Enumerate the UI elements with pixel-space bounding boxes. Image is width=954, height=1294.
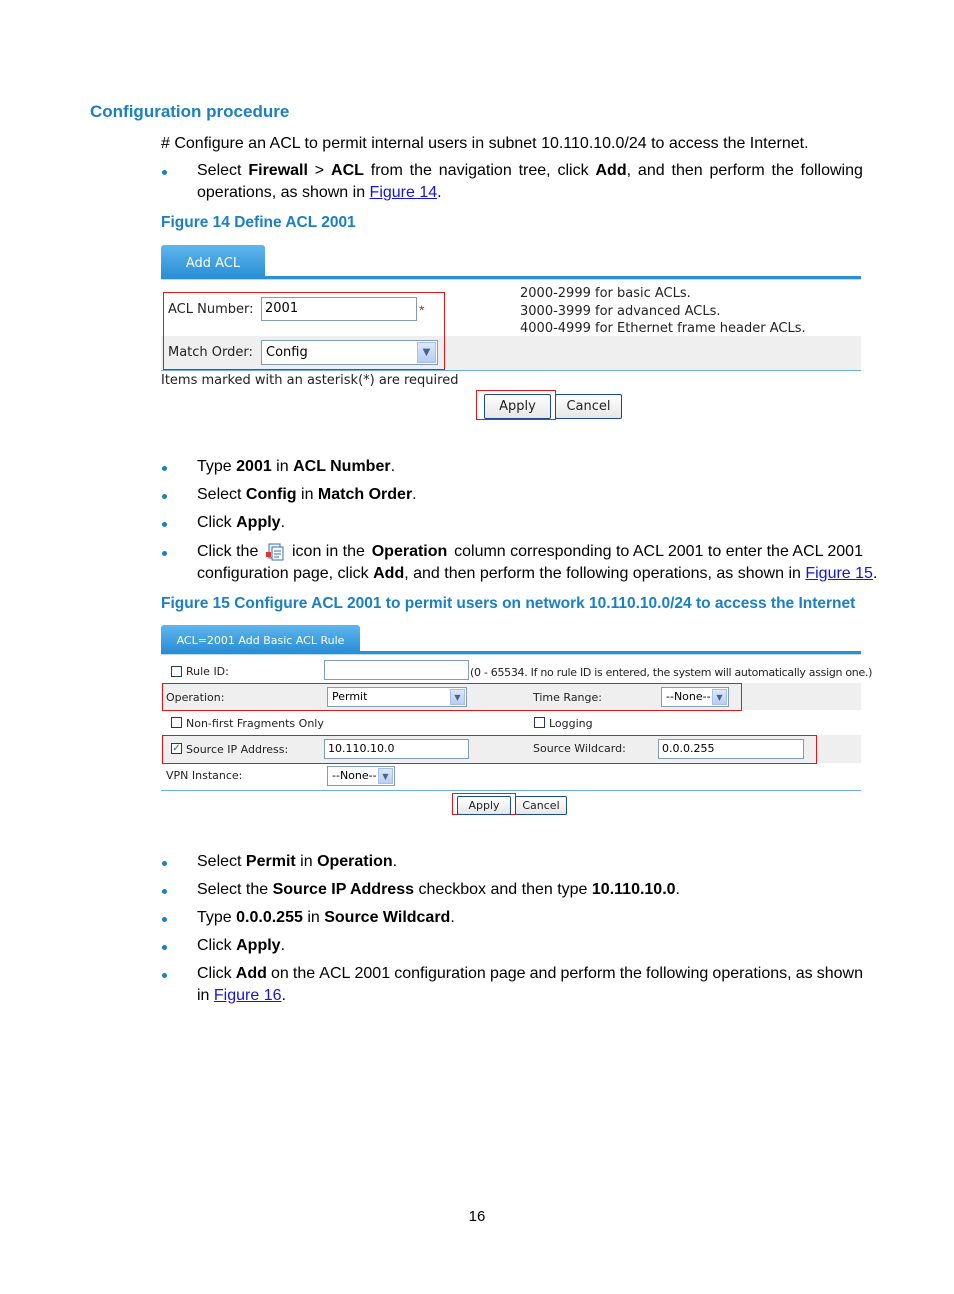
word: and	[529, 965, 557, 982]
required-star: *	[419, 302, 425, 318]
source-ip-label: Source IP Address:	[186, 743, 289, 756]
last-step-line2: in Figure 16.	[197, 987, 286, 1004]
word: Click	[197, 965, 232, 982]
step1-line2: operations, as shown in Figure 14.	[197, 184, 442, 201]
rule-id-hint: (0 - 65534. If no rule ID is entered, the system will automatically assign one.)	[470, 666, 873, 679]
list-item: Type 2001 in ACL Number.	[197, 458, 396, 475]
word: shown	[816, 965, 863, 982]
required-note: Items marked with an asterisk(*) are required	[161, 373, 459, 388]
source-wildcard-label: Source Wildcard:	[533, 742, 626, 755]
operation-config-icon	[265, 543, 285, 561]
divider	[161, 279, 861, 280]
list-item: Click Apply.	[197, 514, 286, 531]
word: navigation	[438, 162, 512, 179]
intro-text: # Configure an ACL to permit internal users in subnet 10.110.10.0/24 to access the Internet.	[161, 135, 809, 152]
figure16-link[interactable]: Figure 16	[213, 987, 282, 1004]
word: on	[271, 965, 289, 982]
word: following	[646, 965, 709, 982]
nonfirst-fragments-label: Non-first Fragments Only	[186, 717, 324, 730]
chevron-down-icon[interactable]: ▼	[712, 689, 727, 705]
bullet-dot	[162, 551, 167, 556]
time-range-select[interactable]	[661, 687, 729, 707]
help-line: 4000-4999 for Ethernet frame header ACLs.	[520, 321, 806, 336]
source-ip-input[interactable]: 10.110.10.0	[324, 739, 469, 759]
bullet-dot	[162, 861, 167, 866]
step-icon-line1	[197, 541, 863, 563]
match-order-label: Match Order:	[168, 345, 253, 360]
word: click	[557, 162, 589, 179]
tab-add-basic-acl-rule[interactable]: ACL=2001 Add Basic ACL Rule	[161, 625, 360, 652]
word: Add	[235, 965, 267, 982]
text: icon in the	[291, 543, 365, 560]
bullet-dot	[162, 466, 167, 471]
vpn-instance-select[interactable]	[327, 766, 395, 786]
word: and	[637, 162, 665, 179]
figure14-caption: Figure 14 Define ACL 2001	[161, 214, 356, 231]
list-item: Click Apply.	[197, 937, 286, 954]
text: Operation	[371, 543, 448, 560]
word: as	[795, 965, 813, 982]
word: the	[292, 965, 316, 982]
word: perform	[560, 965, 616, 982]
match-order-select[interactable]	[261, 340, 438, 365]
rule-id-label: Rule ID:	[186, 665, 229, 678]
word: Add,	[595, 162, 632, 179]
figure15-link[interactable]: Figure 15	[805, 565, 873, 582]
divider	[161, 790, 861, 791]
step-icon-line2: configuration page, click Add, and then perform the following operations, as shown in Figure 15.	[197, 565, 878, 582]
text: Click the	[197, 543, 259, 560]
logging-label: Logging	[549, 717, 593, 730]
bullet-dot	[162, 945, 167, 950]
chevron-down-icon[interactable]: ▼	[417, 342, 436, 363]
time-range-value: --None--	[666, 690, 711, 703]
list-item: Type 0.0.0.255 in Source Wildcard.	[197, 909, 455, 926]
word: configuration	[394, 965, 486, 982]
nonfirst-fragments-checkbox[interactable]	[171, 717, 182, 728]
list-item: Select Permit in Operation.	[197, 853, 398, 870]
bullet-dot	[162, 889, 167, 894]
word: the	[771, 162, 794, 179]
vpn-instance-label: VPN Instance:	[166, 769, 243, 782]
list-item: Select the Source IP Address checkbox and then type 10.110.10.0.	[197, 881, 680, 898]
word: 2001	[354, 965, 391, 982]
bullet-dot	[162, 522, 167, 527]
word: >	[314, 162, 325, 179]
source-wildcard-input[interactable]: 0.0.0.255	[658, 739, 804, 759]
word: the	[409, 162, 432, 179]
acl-range-help	[520, 285, 806, 338]
apply-button[interactable]: Apply	[457, 796, 511, 815]
word: ACL	[331, 162, 364, 179]
word: the	[619, 965, 642, 982]
source-ip-checkbox[interactable]: ✓	[172, 743, 181, 754]
rule-id-input[interactable]	[324, 660, 469, 680]
word: page	[489, 965, 526, 982]
chevron-down-icon[interactable]: ▼	[450, 689, 465, 705]
text: column corresponding to ACL 2001 to enter the ACL 2001	[454, 543, 863, 560]
divider	[161, 654, 861, 655]
bullet-dot	[162, 973, 167, 978]
chevron-down-icon[interactable]: ▼	[378, 768, 393, 784]
word: operations,	[712, 965, 792, 982]
tab-add-acl[interactable]: Add ACL	[161, 245, 265, 277]
word: following	[800, 162, 863, 179]
acl-number-label: ACL Number:	[168, 302, 254, 317]
operation-label: Operation:	[166, 691, 225, 704]
divider	[161, 370, 861, 371]
rule-id-checkbox[interactable]	[171, 666, 182, 677]
apply-button[interactable]: Apply	[484, 394, 551, 419]
last-step-line1	[197, 963, 863, 985]
bullet-dot	[162, 494, 167, 499]
bullet-dot	[162, 917, 167, 922]
logging-checkbox[interactable]	[534, 717, 545, 728]
word: ACL	[319, 965, 351, 982]
operation-select[interactable]	[327, 687, 467, 707]
cancel-button[interactable]: Cancel	[555, 394, 622, 419]
step1-line1	[197, 160, 863, 182]
word: from	[370, 162, 403, 179]
word: then	[671, 162, 703, 179]
time-range-label: Time Range:	[533, 691, 602, 704]
match-order-value: Config	[266, 345, 308, 360]
word: tree,	[518, 162, 551, 179]
word: Firewall	[248, 162, 308, 179]
page-number: 16	[468, 1208, 486, 1225]
word: Select	[197, 162, 242, 179]
list-item: Select Config in Match Order.	[197, 486, 417, 503]
vpn-instance-value: --None--	[332, 769, 377, 782]
figure15-caption: Figure 15 Configure ACL 2001 to permit users on network 10.110.10.0/24 to access the Internet	[161, 595, 856, 612]
acl-number-input[interactable]: 2001	[261, 297, 417, 321]
operation-value: Permit	[332, 690, 368, 703]
help-line: 2000-2999 for basic ACLs.	[520, 286, 691, 301]
cancel-button[interactable]: Cancel	[515, 796, 567, 815]
bullet-dot	[162, 170, 167, 175]
section-heading: Configuration procedure	[90, 102, 290, 121]
help-line: 3000-3999 for advanced ACLs.	[520, 303, 721, 319]
figure14-link[interactable]: Figure 14	[369, 184, 438, 201]
word: perform	[709, 162, 765, 179]
